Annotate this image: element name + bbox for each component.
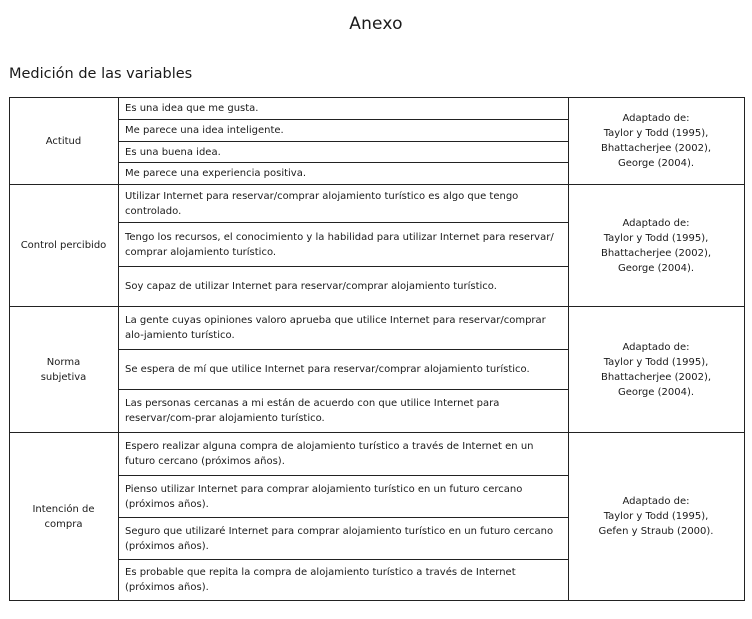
source-line: Gefen y Straub (2000).: [598, 526, 714, 537]
variable-cell-norma-subjetiva: [10, 307, 119, 433]
document-title: Anexo: [349, 14, 403, 34]
item-cell: Las personas cercanas a mi están de acuerdo con que utilice Internet para reservar/com-prar alojamiento turístico.: [119, 390, 569, 433]
item-cell: Es una buena idea.: [119, 142, 569, 163]
variable-cell-actitud: [10, 98, 119, 185]
table-row: [10, 185, 745, 223]
source-cell: [569, 98, 745, 185]
source-line: Adaptado de:: [622, 341, 690, 353]
item-cell: Me parece una idea inteligente.: [119, 120, 569, 142]
source-line: Adaptado de:: [622, 113, 690, 124]
item-cell: Tengo los recursos, el conocimiento y la habilidad para utilizar Internet para reservar/ comprar alojamiento turístico.: [119, 223, 569, 267]
table-row: [10, 433, 745, 476]
item-cell: Es probable que repita la compra de alojamiento turístico a través de Internet (próximos años).: [119, 560, 569, 601]
source-line: Taylor y Todd (1995),: [603, 511, 709, 522]
item-cell: Pienso utilizar Internet para comprar alojamiento turístico en un futuro cercano (próximos años).: [119, 476, 569, 518]
source-line: George (2004).: [617, 158, 695, 169]
table-row: [10, 307, 745, 350]
variable-cell-control-percibido: [10, 185, 119, 307]
source-line: Adaptado de:: [622, 496, 690, 507]
source-line: Bhattacherjee (2002),: [600, 247, 712, 259]
source-line: Taylor y Todd (1995),: [603, 356, 709, 368]
item-cell: Utilizar Internet para reservar/comprar alojamiento turístico es algo que tengo controlado.: [119, 185, 569, 223]
source-line: Bhattacherjee (2002),: [600, 143, 712, 154]
source-cell: [569, 185, 745, 307]
source-cell: [569, 433, 745, 601]
variable-label: subjetiva: [40, 371, 87, 383]
item-cell: Es una idea que me gusta.: [119, 98, 569, 120]
variable-label: Actitud: [45, 135, 82, 147]
variables-measurement-table: [9, 97, 745, 601]
source-cell: [569, 307, 745, 433]
table-row: [10, 98, 745, 120]
source-line: Taylor y Todd (1995),: [603, 128, 709, 139]
item-cell: Soy capaz de utilizar Internet para reservar/comprar alojamiento turístico.: [119, 267, 569, 307]
item-cell: Se espera de mí que utilice Internet para reservar/comprar alojamiento turístico.: [119, 350, 569, 390]
source-line: Bhattacherjee (2002),: [600, 371, 712, 383]
section-title: Medición de las variables: [9, 66, 193, 82]
item-cell: La gente cuyas opiniones valoro aprueba que utilice Internet para reservar/comprar alo-jamiento turístico.: [119, 307, 569, 350]
source-line: Taylor y Todd (1995),: [603, 232, 709, 244]
item-cell: Espero realizar alguna compra de alojamiento turístico a través de Internet en un futuro cercano (próximos años).: [119, 433, 569, 476]
source-line: Adaptado de:: [622, 217, 690, 229]
variable-label: Intención de compra: [32, 503, 95, 530]
item-cell: Me parece una experiencia positiva.: [119, 163, 569, 185]
variable-label: Norma: [46, 356, 81, 368]
variable-label: Control percibido: [20, 240, 107, 251]
source-line: George (2004).: [617, 386, 695, 398]
item-cell: Seguro que utilizaré Internet para comprar alojamiento turístico en un futuro cercano (próximos años).: [119, 518, 569, 560]
source-line: George (2004).: [617, 262, 695, 274]
variable-cell-intencion-de-compra: [10, 433, 119, 601]
